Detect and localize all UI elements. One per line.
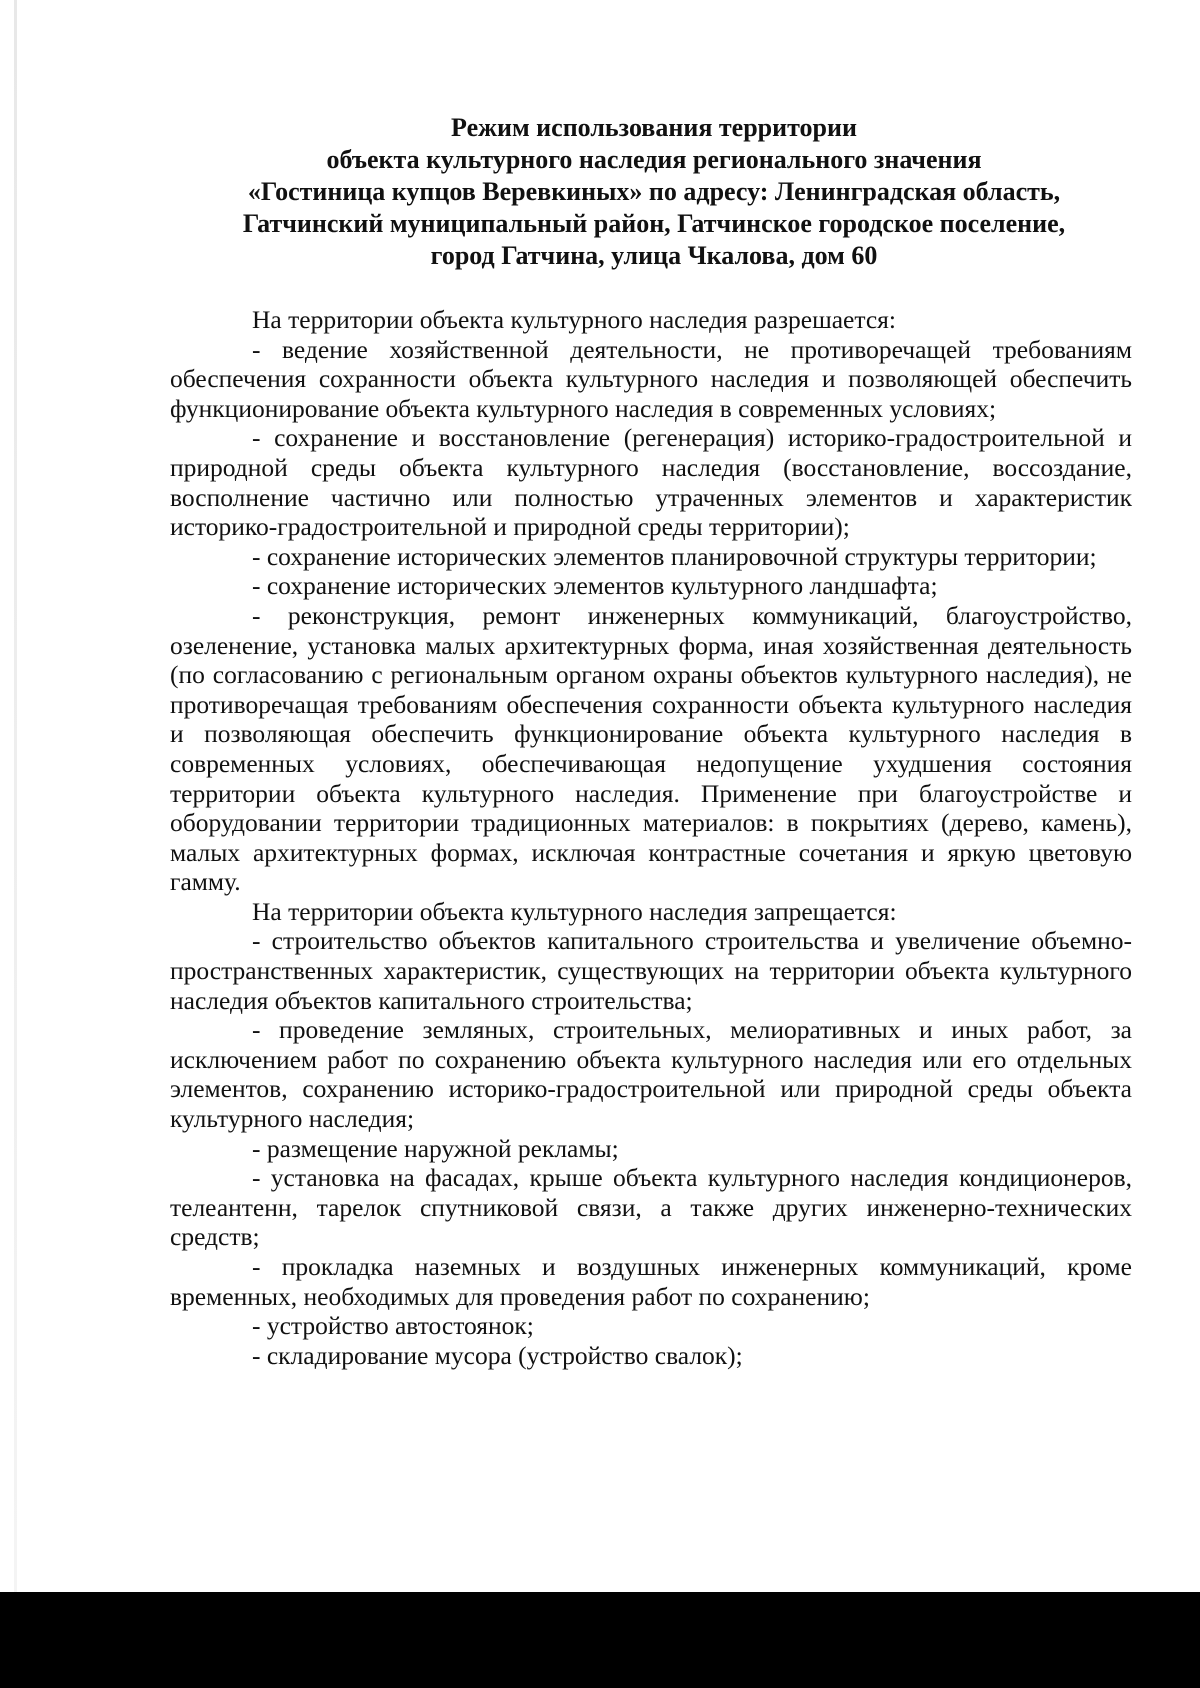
allowed-item: - сохранение исторических элементов культурного ландшафта; — [252, 571, 938, 601]
title-line-1: Режим использования территории — [451, 113, 857, 142]
scan-margin-shadow — [14, 0, 17, 1592]
forbidden-item: - размещение наружной рекламы; — [252, 1133, 619, 1163]
forbidden-item: - установка на фасадах, крыше объекта культурного наследия кондиционеров, телеантенн, тарелок спутниковой связи, а также других инженерно-технических средств; — [170, 1163, 1132, 1252]
allowed-item: - ведение хозяйственной деятельности, не противоречащей требованиям обеспечения сохранности объекта культурного наследия и позволяющей обеспечить функционирование объекта культурного наследия в современных условиях; — [170, 334, 1132, 423]
title-line-5: город Гатчина, улица Чкалова, дом 60 — [430, 241, 878, 270]
forbidden-item: - прокладка наземных и воздушных инженерных коммуникаций, кроме временных, необходимых для проведения работ по сохранению; — [170, 1252, 1132, 1311]
title-line-3: «Гостиница купцов Веревкиных» по адресу: Ленинградская область, — [247, 177, 1061, 206]
allowed-item: - сохранение исторических элементов планировочной структуры территории; — [252, 541, 1097, 571]
document-title — [165, 112, 1143, 272]
title-line-4: Гатчинский муниципальный район, Гатчинское городское поселение, — [242, 209, 1066, 238]
forbidden-item: - проведение земляных, строительных, мелиоративных и иных работ, за исключением работ по сохранению объекта культурного наследия или его отдельных элементов, сохранению историко-градостроительной или природной среды объекта культурного наследия; — [170, 1015, 1132, 1134]
document-body — [170, 305, 1132, 1370]
forbidden-heading: На территории объекта культурного наследия запрещается: — [252, 896, 897, 926]
forbidden-item: - строительство объектов капитального строительства и увеличение объемно-пространственных характеристик, существующих на территории объекта культурного наследия объектов капитального строительства; — [170, 926, 1132, 1015]
forbidden-item: - складирование мусора (устройство свалок); — [252, 1340, 743, 1370]
allowed-item: - реконструкция, ремонт инженерных коммуникаций, благоустройство, озеленение, установка малых архитектурных форма, иная хозяйственная деятельность (по согласованию с региональным органом охраны объектов культурного наследия), не противоречащая требованиям обеспечения сохранности объекта культурного наследия и позволяющая обеспечить функционирование объекта культурного наследия в современных условиях, обеспечивающая недопущение ухудшения состояния территории объекта культурного наследия. Применение при благоустройстве и оборудовании территории традиционных материалов: в покрытиях (дерево, камень), малых архитектурных формах, исключая контрастные сочетания и яркую цветовую гамму. — [170, 600, 1132, 897]
scan-bottom-edge — [0, 1592, 1200, 1688]
title-line-2: объекта культурного наследия регионального значения — [326, 145, 982, 174]
forbidden-item: - устройство автостоянок; — [252, 1311, 534, 1341]
allowed-heading: На территории объекта культурного наследия разрешается: — [252, 305, 896, 334]
allowed-item: - сохранение и восстановление (регенерация) историко-градостроительной и природной среды объекта культурного наследия (восстановление, воссоздание, восполнение частично или полностью утраченных элементов и характеристик историко-градостроительной и природной среды территории); — [170, 423, 1132, 542]
